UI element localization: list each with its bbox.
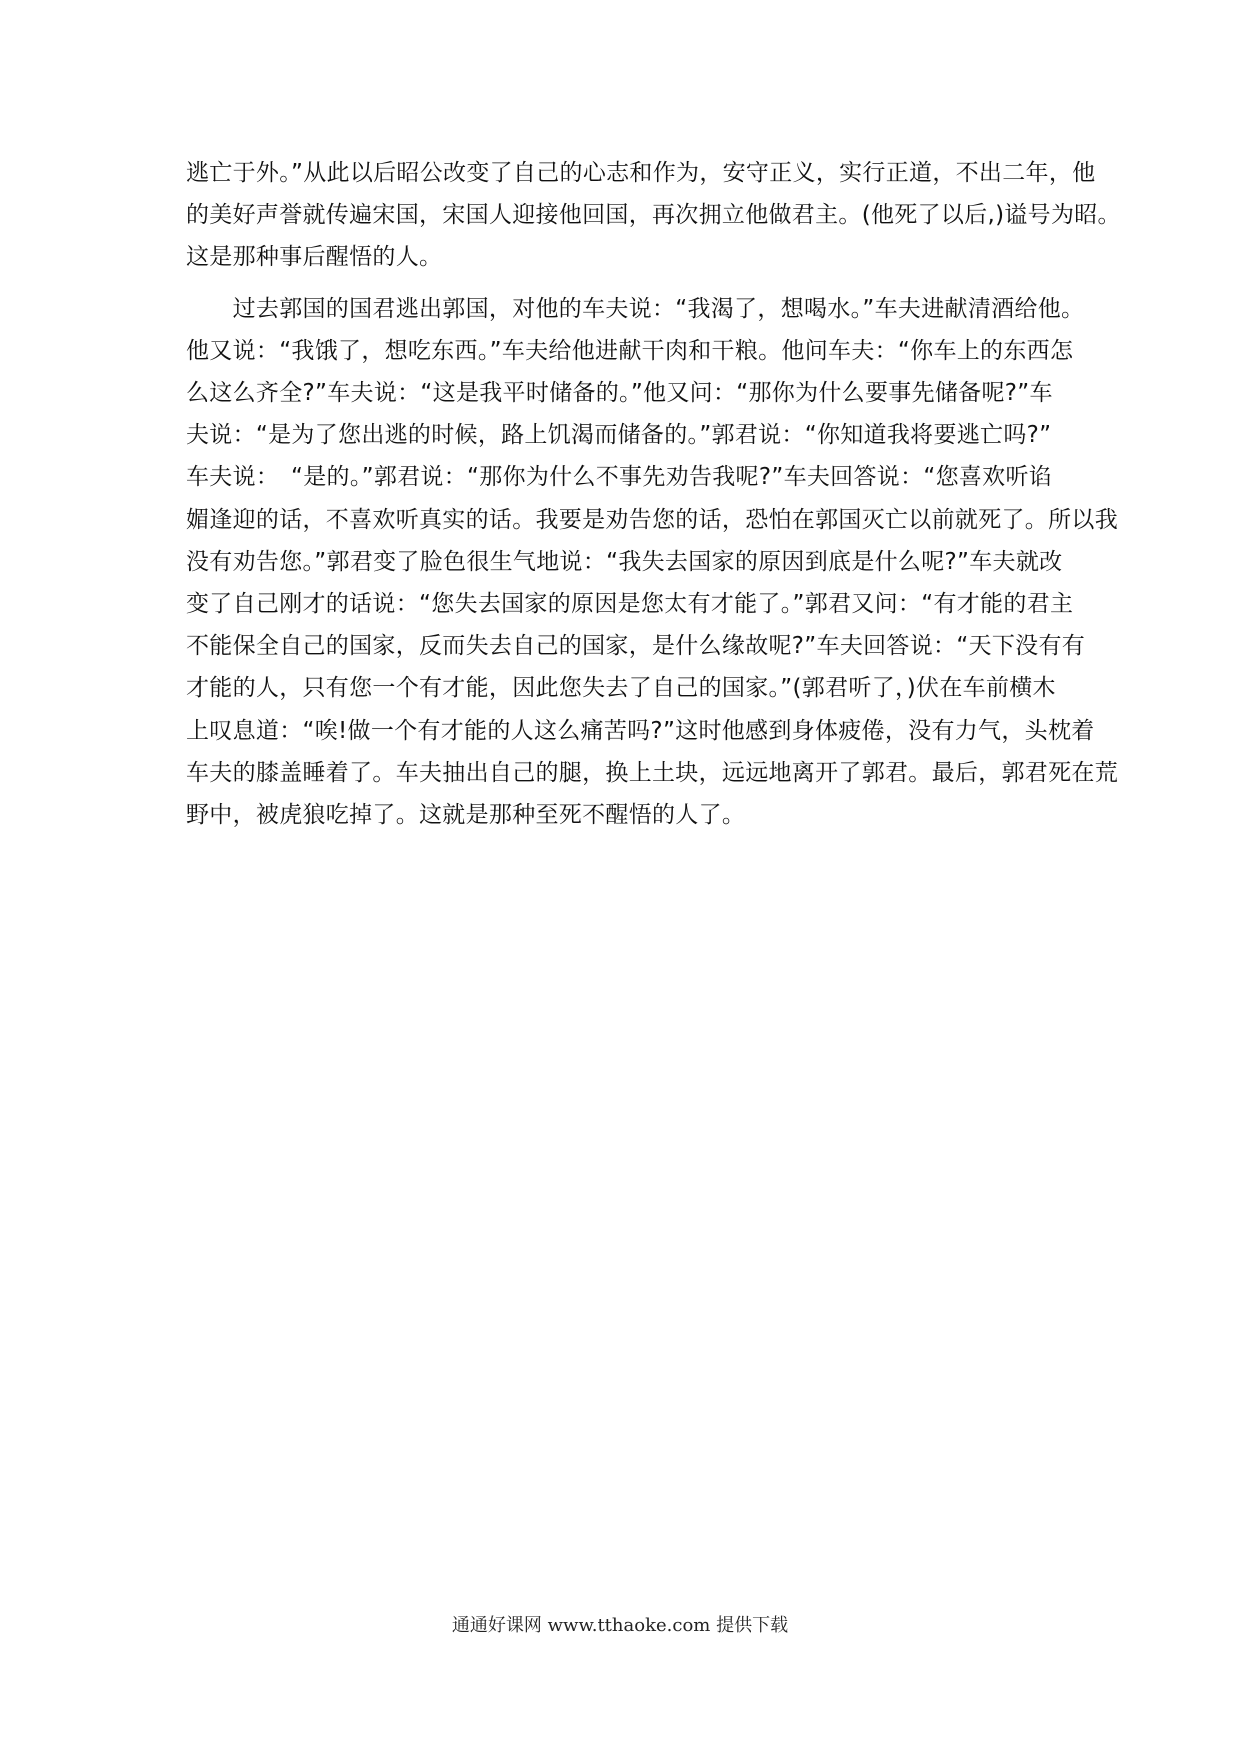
text-line: 么这么齐全?”车夫说：“这是我平时储备的。”他又问：“那你为什么要事先储备呢?”车 xyxy=(186,380,1053,407)
text-line: 车夫的膝盖睡着了。车夫抽出自己的腿，换上土块，远远地离开了郭君。最后，郭君死在荒 xyxy=(186,759,1118,786)
text-line: 车夫说： “是的。”郭君说：“那你为什么不事先劝告我呢?”车夫回答说：“您喜欢听谄 xyxy=(186,464,1053,491)
text-line: 上叹息道：“唉!做一个有才能的人这么痛苦吗?”这时他感到身体疲倦，没有力气，头枕着 xyxy=(186,717,1095,744)
text-line: 他又说：“我饿了，想吃东西。”车夫给他进献干肉和干粮。他问车夫：“你车上的东西怎 xyxy=(186,337,1074,364)
text-line: 的美好声誉就传遍宋国，宋国人迎接他回国，再次拥立他做君主。(他死了以后,)谥号为昭。 xyxy=(186,202,1121,229)
page-footer: 通通好课网 www.tthaoke.com 提供下载 xyxy=(451,1615,789,1636)
text-line: 才能的人，只有您一个有才能，因此您失去了自己的国家。”(郭君听了，)伏在车前横木 xyxy=(186,675,1056,702)
text-line: 野中，被虎狼吃掉了。这就是那种至死不醒悟的人了。 xyxy=(186,802,746,829)
paragraph-start-line: 过去郭国的国君逃出郭国，对他的车夫说：“我渴了，想喝水。”车夫进献清酒给他。 xyxy=(186,295,1085,322)
body-text xyxy=(186,152,1121,836)
text-line: 媚逢迎的话，不喜欢听真实的话。我要是劝告您的话，恐怕在郭国灭亡以前就死了。所以我 xyxy=(186,506,1118,533)
text-line: 变了自己刚才的话说：“您失去国家的原因是您太有才能了。”郭君又问：“有才能的君主 xyxy=(186,591,1074,618)
text-line: 没有劝告您。”郭君变了脸色很生气地说：“我失去国家的原因到底是什么呢?”车夫就改 xyxy=(186,548,1063,575)
text-line: 逃亡于外。”从此以后昭公改变了自己的心志和作为，安守正义，实行正道，不出二年，他 xyxy=(186,160,1096,186)
text-line: 这是那种事后醒悟的人。 xyxy=(186,244,443,271)
text-line: 不能保全自己的国家，反而失去自己的国家，是什么缘故呢?”车夫回答说：“天下没有有 xyxy=(186,633,1086,660)
text-line: 夫说：“是为了您出逃的时候，路上饥渴而储备的。”郭君说：“你知道我将要逃亡吗?” xyxy=(186,422,1052,449)
